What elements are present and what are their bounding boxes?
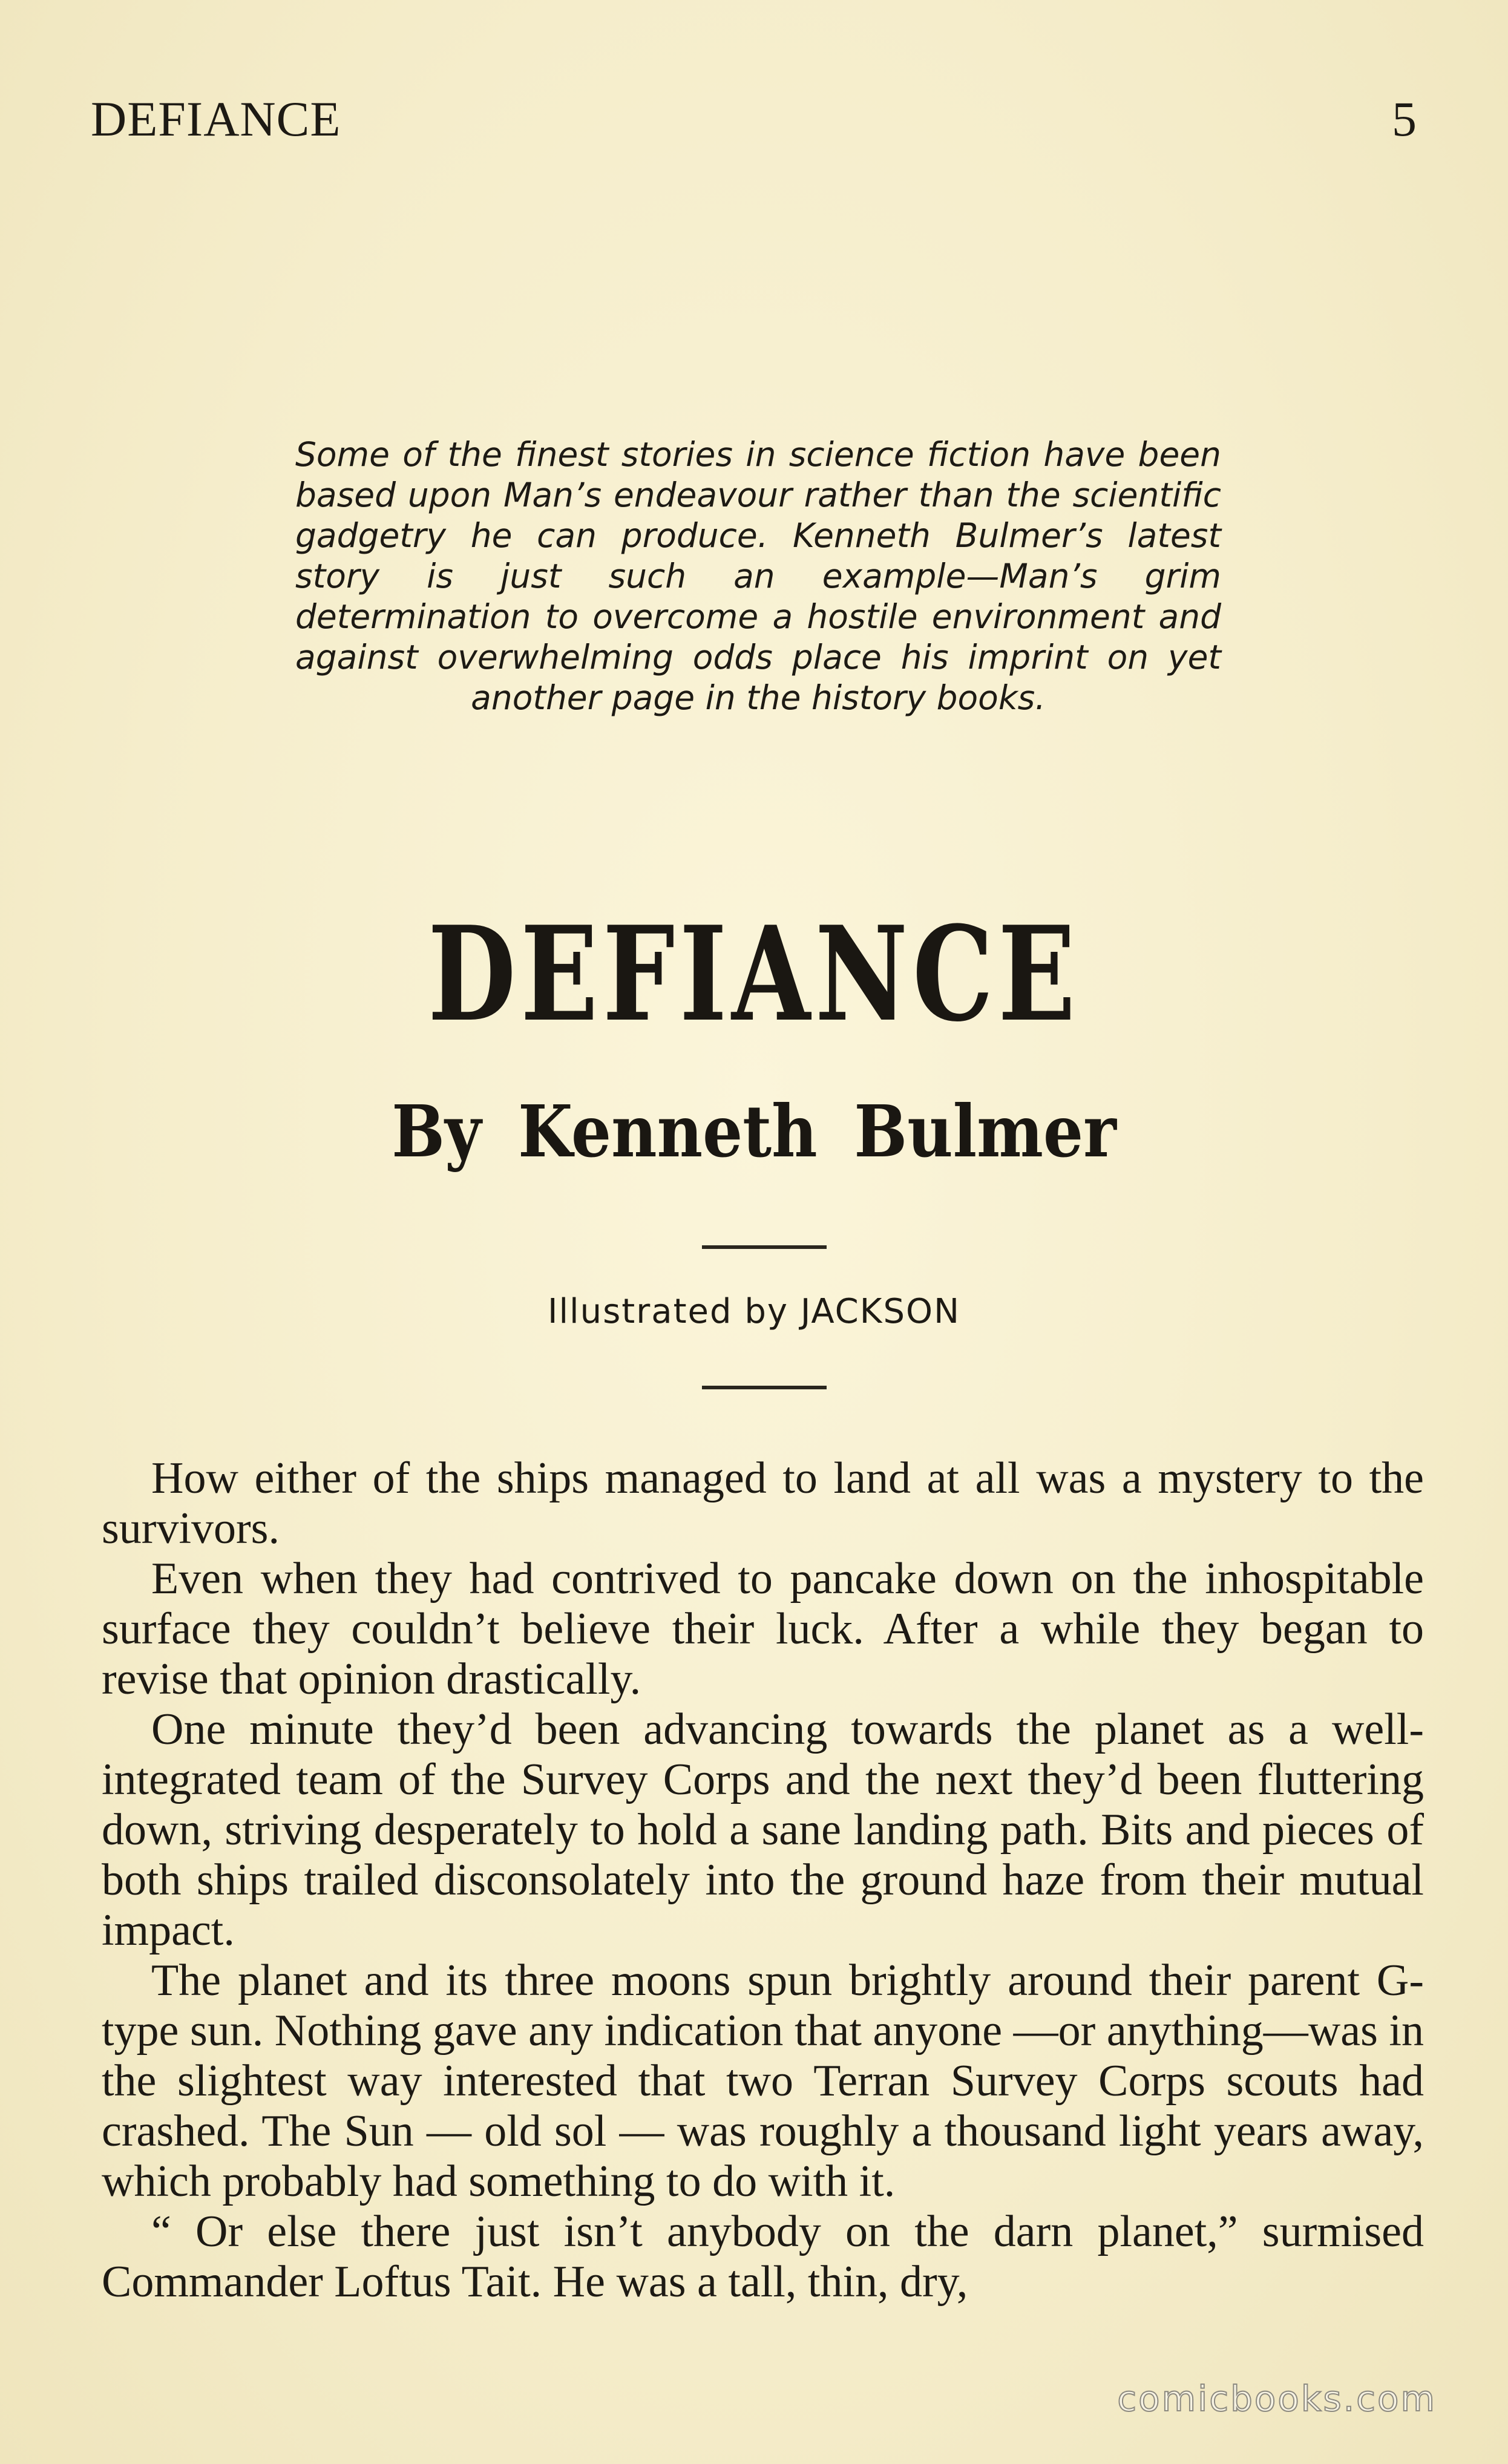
page-number: 5 — [1392, 91, 1417, 146]
illustrator-credit: Illustrated by JACKSON — [547, 1292, 961, 1331]
site-watermark: comicbooks.com — [1117, 2378, 1437, 2419]
body-paragraph: The planet and its three moons spun brightly around their parent G-type sun. Nothing gave any indication that anyone —or anything—was in the slightest way interested that two Terran Survey Corps scouts had crashed. The Sun — old sol — was roughly a thousand light years away, which probably had something to do with it. — [102, 1956, 1424, 2206]
story-byline: By Kenneth Bulmer — [392, 1089, 1116, 1173]
running-title: DEFIANCE — [91, 91, 341, 146]
story-blurb: Some of the finest stories in science fiction have been based upon Man’s endeavour rather than the scientific gadgetry he can produce. Kenneth Bulmer’s latest story is just such an example—Man’s grim determination to overcome a hostile environment and against overwhelming odds place his imprint on yet another page in the history books. — [295, 435, 1221, 717]
body-paragraph: One minute they’d been advancing towards the planet as a well-integrated team of the Survey Corps and the next they’d been fluttering down, striving desperately to hold a sane landing path. Bits and pieces of both ships trailed disconsolately into the ground haze from their mutual impact. — [102, 1705, 1424, 1955]
story-body — [102, 1453, 1424, 2307]
body-paragraph: “ Or else there just isn’t anybody on the darn planet,” surmised Commander Loftus Tait. He was a tall, thin, dry, — [102, 2207, 1424, 2307]
story-title: DEFIANCE — [428, 897, 1080, 1050]
running-head — [91, 91, 1417, 151]
body-paragraph: Even when they had contrived to pancake down on the inhospitable surface they couldn’t believe their luck. After a while they began to revise that opinion drastically. — [102, 1554, 1424, 1704]
divider-rule-top — [702, 1245, 827, 1249]
divider-rule-bottom — [702, 1386, 827, 1389]
body-paragraph: How either of the ships managed to land at all was a mystery to the survivors. — [102, 1453, 1424, 1553]
